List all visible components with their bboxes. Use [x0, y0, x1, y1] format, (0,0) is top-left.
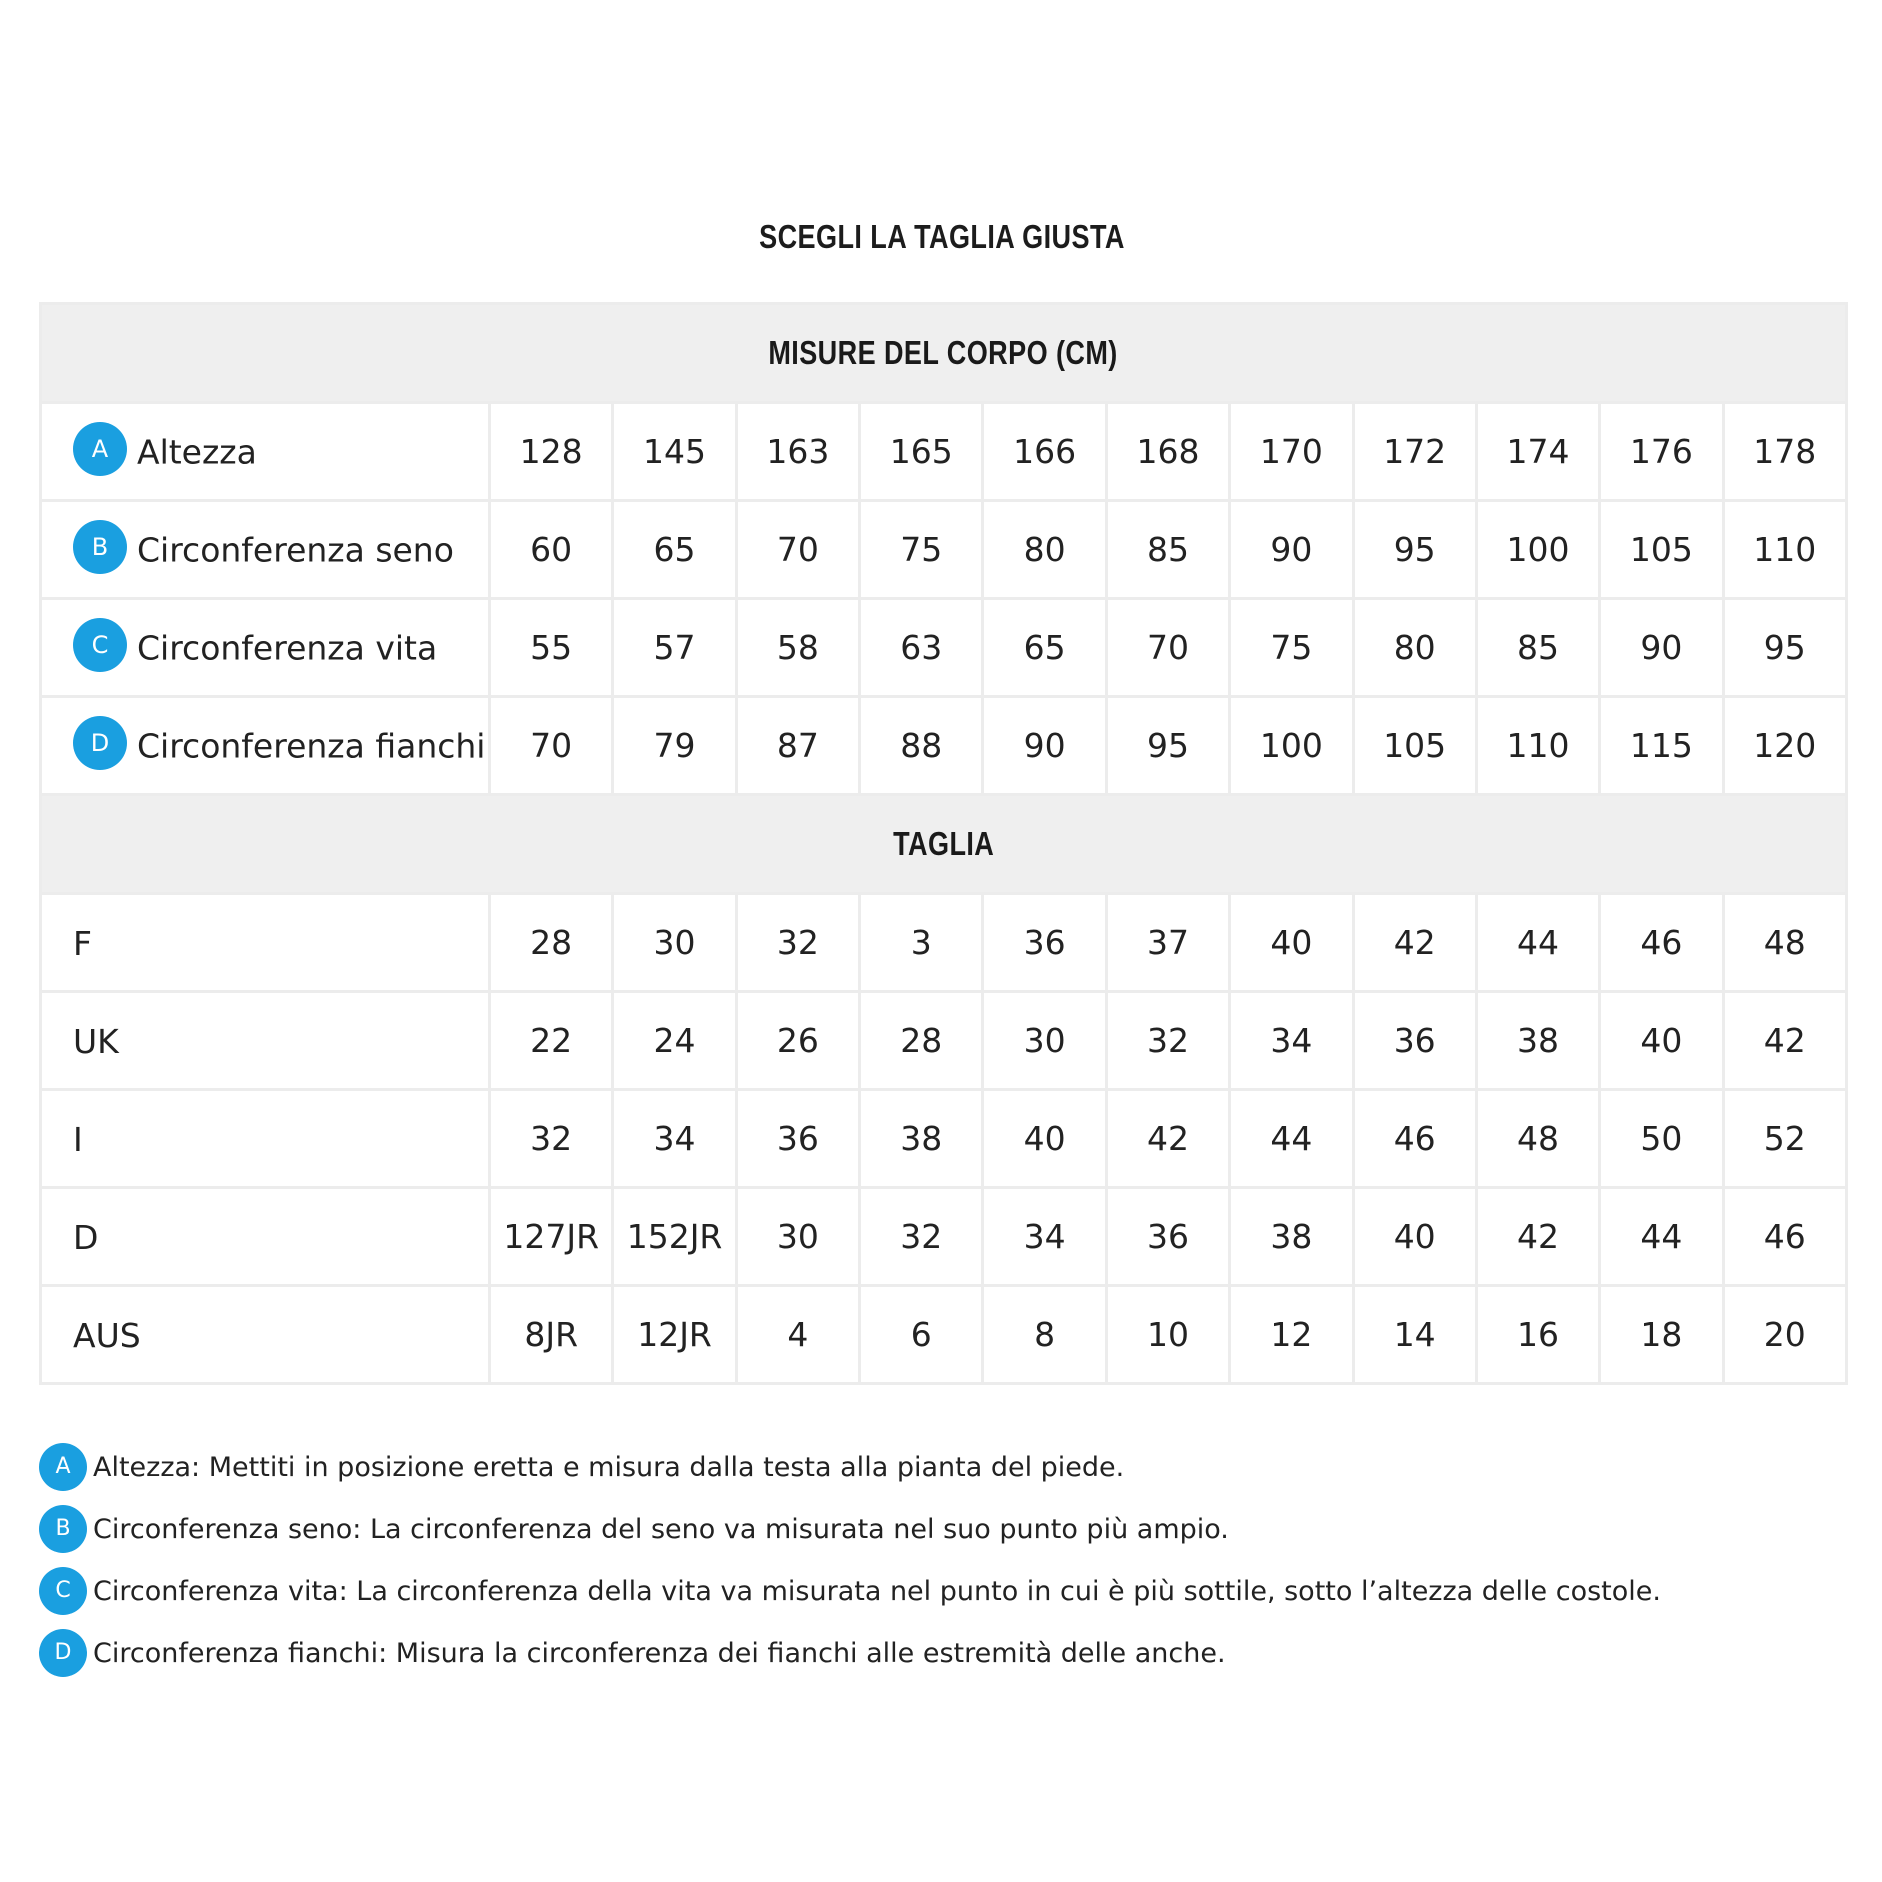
row-label-cell [41, 894, 490, 992]
table-cell: 12 [1230, 1286, 1353, 1384]
table-cell: 36 [1353, 992, 1476, 1090]
measurement-letter-badge: C [73, 618, 127, 672]
table-cell: 57 [613, 599, 736, 697]
table-cell: 65 [613, 501, 736, 599]
table-cell: 44 [1600, 1188, 1723, 1286]
note-letter-badge: D [39, 1629, 87, 1677]
table-cell: 52 [1723, 1090, 1846, 1188]
table-cell: 128 [490, 403, 613, 501]
size-table-body [41, 304, 1847, 1384]
table-cell: 3 [860, 894, 983, 992]
note-letter-badge: A [39, 1443, 87, 1491]
row-label-cell [41, 1286, 490, 1384]
note-letter-badge: B [39, 1505, 87, 1553]
measurement-letter-badge: A [73, 422, 127, 476]
table-cell: 127JR [490, 1188, 613, 1286]
note-text: Altezza: Mettiti in posizione eretta e misura dalla testa alla pianta del piede. [93, 1451, 1125, 1483]
table-cell: 95 [1353, 501, 1476, 599]
table-cell: 100 [1230, 697, 1353, 795]
row-label-cell [41, 697, 490, 795]
table-cell: 48 [1723, 894, 1846, 992]
table-cell: 176 [1600, 403, 1723, 501]
row-label: D [73, 1218, 99, 1257]
table-cell: 80 [983, 501, 1106, 599]
table-cell: 65 [983, 599, 1106, 697]
table-cell: 32 [860, 1188, 983, 1286]
table-cell: 166 [983, 403, 1106, 501]
row-label-cell [41, 1188, 490, 1286]
table-cell: 60 [490, 501, 613, 599]
row-label: I [73, 1120, 83, 1159]
table-cell: 44 [1476, 894, 1599, 992]
body-measurements-heading-cell [41, 304, 1847, 403]
table-cell: 110 [1723, 501, 1846, 599]
table-cell: 120 [1723, 697, 1846, 795]
table-cell: 20 [1723, 1286, 1846, 1384]
note-text: Circonferenza seno: La circonferenza del seno va misurata nel suo punto più ampio. [93, 1513, 1229, 1545]
table-cell: 88 [860, 697, 983, 795]
body-measurements-heading: MISURE DEL CORPO (CM) [768, 334, 1119, 371]
row-label-cell [41, 501, 490, 599]
table-cell: 26 [736, 992, 859, 1090]
table-cell: 90 [1230, 501, 1353, 599]
table-cell: 90 [983, 697, 1106, 795]
table-cell: 36 [736, 1090, 859, 1188]
table-cell: 42 [1723, 992, 1846, 1090]
table-cell: 16 [1476, 1286, 1599, 1384]
table-cell: 80 [1353, 599, 1476, 697]
measurement-letter-badge: B [73, 520, 127, 574]
table-cell: 40 [1600, 992, 1723, 1090]
row-label: Circonferenza fianchi [137, 726, 486, 765]
note-item [39, 1622, 1845, 1684]
table-cell: 55 [490, 599, 613, 697]
table-cell: 95 [1106, 697, 1229, 795]
size-heading: TAGLIA [892, 825, 995, 862]
row-label: UK [73, 1022, 119, 1061]
table-cell: 70 [1106, 599, 1229, 697]
table-cell: 105 [1600, 501, 1723, 599]
table-cell: 38 [1230, 1188, 1353, 1286]
row-label: Circonferenza vita [137, 628, 438, 667]
note-item [39, 1436, 1845, 1498]
table-cell: 40 [1230, 894, 1353, 992]
table-cell: 58 [736, 599, 859, 697]
note-item [39, 1498, 1845, 1560]
row-label-cell [41, 403, 490, 501]
table-row [41, 599, 1847, 697]
table-cell: 174 [1476, 403, 1599, 501]
table-cell: 30 [736, 1188, 859, 1286]
row-label-cell [41, 992, 490, 1090]
table-cell: 44 [1230, 1090, 1353, 1188]
table-cell: 50 [1600, 1090, 1723, 1188]
table-cell: 34 [1230, 992, 1353, 1090]
row-label: F [73, 924, 92, 963]
table-cell: 8 [983, 1286, 1106, 1384]
table-cell: 14 [1353, 1286, 1476, 1384]
table-cell: 32 [1106, 992, 1229, 1090]
table-cell: 18 [1600, 1286, 1723, 1384]
table-cell: 24 [613, 992, 736, 1090]
table-row [41, 992, 1847, 1090]
page-title: SCEGLI LA TAGLIA GIUSTA [759, 218, 1125, 255]
table-cell: 63 [860, 599, 983, 697]
table-cell: 48 [1476, 1090, 1599, 1188]
table-cell: 79 [613, 697, 736, 795]
table-cell: 110 [1476, 697, 1599, 795]
row-label-cell [41, 1090, 490, 1188]
table-cell: 37 [1106, 894, 1229, 992]
table-cell: 42 [1476, 1188, 1599, 1286]
table-cell: 145 [613, 403, 736, 501]
table-cell: 12JR [613, 1286, 736, 1384]
table-row [41, 501, 1847, 599]
table-cell: 115 [1600, 697, 1723, 795]
table-row [41, 1286, 1847, 1384]
row-label: Altezza [137, 432, 257, 471]
table-cell: 87 [736, 697, 859, 795]
table-cell: 42 [1106, 1090, 1229, 1188]
table-cell: 168 [1106, 403, 1229, 501]
size-heading-cell [41, 795, 1847, 894]
table-row [41, 1090, 1847, 1188]
measurement-notes [39, 1436, 1845, 1684]
table-cell: 36 [1106, 1188, 1229, 1286]
table-cell: 36 [983, 894, 1106, 992]
table-cell: 32 [736, 894, 859, 992]
table-cell: 172 [1353, 403, 1476, 501]
table-cell: 85 [1106, 501, 1229, 599]
table-cell: 6 [860, 1286, 983, 1384]
table-cell: 38 [860, 1090, 983, 1188]
table-cell: 40 [983, 1090, 1106, 1188]
row-label: AUS [73, 1316, 141, 1355]
table-cell: 4 [736, 1286, 859, 1384]
body-measurements-header-row [41, 304, 1847, 403]
table-cell: 8JR [490, 1286, 613, 1384]
table-cell: 70 [736, 501, 859, 599]
table-cell: 105 [1353, 697, 1476, 795]
table-row [41, 697, 1847, 795]
table-cell: 28 [490, 894, 613, 992]
table-cell: 34 [613, 1090, 736, 1188]
row-label: Circonferenza seno [137, 530, 454, 569]
table-cell: 30 [983, 992, 1106, 1090]
table-cell: 75 [860, 501, 983, 599]
table-cell: 178 [1723, 403, 1846, 501]
table-cell: 90 [1600, 599, 1723, 697]
note-text: Circonferenza fianchi: Misura la circonferenza dei fianchi alle estremità delle anche. [93, 1637, 1226, 1669]
table-cell: 95 [1723, 599, 1846, 697]
table-cell: 38 [1476, 992, 1599, 1090]
table-row [41, 403, 1847, 501]
size-header-row [41, 795, 1847, 894]
note-text: Circonferenza vita: La circonferenza della vita va misurata nel punto in cui è più sottile, sotto l’altezza delle costole. [93, 1575, 1661, 1607]
table-cell: 75 [1230, 599, 1353, 697]
table-cell: 152JR [613, 1188, 736, 1286]
size-table [39, 302, 1848, 1385]
table-cell: 32 [490, 1090, 613, 1188]
table-cell: 10 [1106, 1286, 1229, 1384]
table-row [41, 1188, 1847, 1286]
note-item [39, 1560, 1845, 1622]
table-cell: 165 [860, 403, 983, 501]
table-cell: 170 [1230, 403, 1353, 501]
table-cell: 40 [1353, 1188, 1476, 1286]
table-row [41, 894, 1847, 992]
table-cell: 46 [1600, 894, 1723, 992]
table-cell: 85 [1476, 599, 1599, 697]
measurement-letter-badge: D [73, 716, 127, 770]
table-cell: 30 [613, 894, 736, 992]
note-letter-badge: C [39, 1567, 87, 1615]
table-cell: 46 [1353, 1090, 1476, 1188]
table-cell: 42 [1353, 894, 1476, 992]
table-cell: 163 [736, 403, 859, 501]
table-cell: 46 [1723, 1188, 1846, 1286]
table-cell: 22 [490, 992, 613, 1090]
table-cell: 100 [1476, 501, 1599, 599]
table-cell: 28 [860, 992, 983, 1090]
table-cell: 34 [983, 1188, 1106, 1286]
row-label-cell [41, 599, 490, 697]
table-cell: 70 [490, 697, 613, 795]
